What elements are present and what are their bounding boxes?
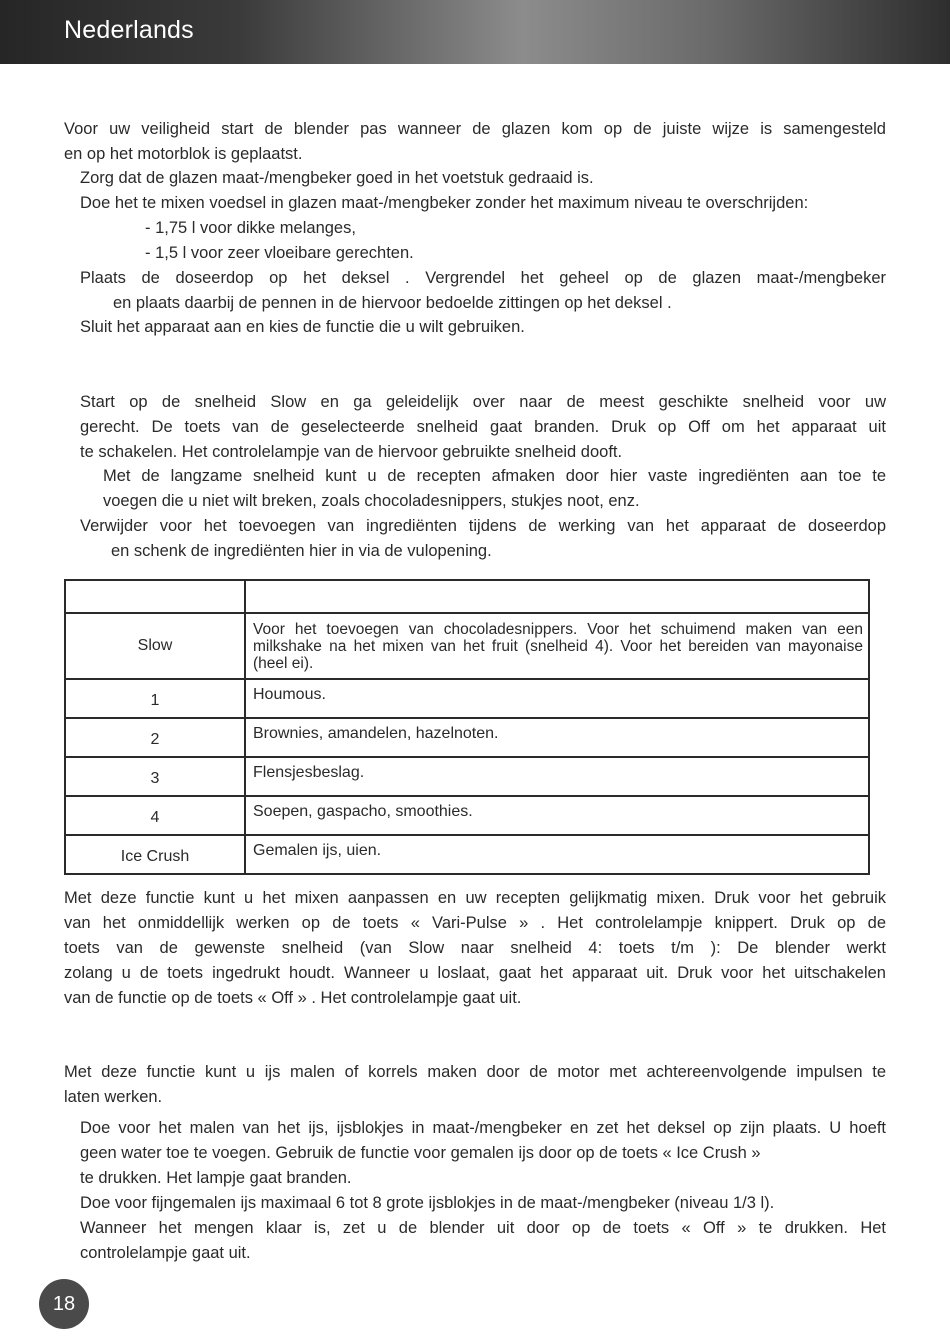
table-header-cell [245,580,869,613]
assembly-step-2-sub-2: - 1,5 l voor zeer vloeibare gerechten. [145,244,414,262]
speed-paragraph-line-1: Start op de snelheid Slow en ga geleidelijk over naar de meest geschikte snelheid voor uw [80,393,886,411]
page-language-title: Nederlands [64,16,194,44]
speed-cell: 4 [65,796,245,835]
speed-paragraph-line-2: gerecht. De toets van de geselecteerde snelheid gaat branden. Druk op Off om het apparaat uit [80,418,886,436]
pulse-paragraph-line-1: Met deze functie kunt u het mixen aanpassen en uw recepten gelijkmatig mixen. Druk voor het gebruik [64,889,886,907]
table-row [65,757,869,796]
usage-cell: Brownies, amandelen, hazelnoten. [245,718,869,757]
ice-crush-step-2: Doe voor fijngemalen ijs maximaal 6 tot 8 grote ijsblokjes in de maat-/mengbeker (niveau 1/3 l). [80,1194,775,1212]
assembly-step-3-line-1: Plaats de doseerdop op het deksel . Vergrendel het geheel op de glazen maat-/mengbeker [80,269,886,287]
table-header-row [65,580,869,613]
page-number-badge: 18 [39,1279,89,1329]
ice-crush-intro-line-1: Met deze functie kunt u ijs malen of korrels maken door de motor met achtereenvolgende impulsen te [64,1063,886,1081]
speed-cell: Ice Crush [65,835,245,874]
ice-crush-step-1-line-1: Doe voor het malen van het ijs, ijsblokjes in maat-/mengbeker en zet het deksel op zijn plaats. U hoeft [80,1119,886,1137]
page-header [0,0,950,64]
ice-crush-step-1-line-2: geen water toe te voegen. Gebruik de functie voor gemalen ijs door op de toets « Ice Crush » [80,1144,761,1162]
usage-cell: Flensjesbeslag. [245,757,869,796]
assembly-step-1: Zorg dat de glazen maat-/mengbeker goed in het voetstuk gedraaid is. [80,169,594,187]
speed-usage-table [64,579,870,875]
pulse-paragraph-line-2: van het onmiddellijk werken op de toets « Vari-Pulse » . Het controlelampje knippert. Druk op de [64,914,886,932]
assembly-step-2: Doe het te mixen voedsel in glazen maat-/mengbeker zonder het maximum niveau te overschrijden: [80,194,809,212]
table-row [65,835,869,874]
assembly-step-2-sub-1: - 1,75 l voor dikke melanges, [145,219,356,237]
assembly-step-3-line-2: en plaats daarbij de pennen in de hiervoor bedoelde zittingen op het deksel . [113,294,672,312]
ice-crush-intro-line-2: laten werken. [64,1088,163,1106]
table-row [65,796,869,835]
add-ingredients-line-1: Verwijder voor het toevoegen van ingrediënten tijdens de werking van het apparaat de doseerdop [80,517,886,535]
table-row [65,679,869,718]
table-row [65,613,869,679]
assembly-step-4: Sluit het apparaat aan en kies de functie die u wilt gebruiken. [80,318,525,336]
ice-crush-step-1-line-3: te drukken. Het lampje gaat branden. [80,1169,352,1187]
pulse-paragraph-line-5: van de functie op de toets « Off » . Het controlelampje gaat uit. [64,989,522,1007]
add-ingredients-line-2: en schenk de ingrediënten hier in via de vulopening. [111,542,492,560]
intro-line-2: en op het motorblok is geplaatst. [64,145,303,163]
pulse-paragraph-line-4: zolang u de toets ingedrukt houdt. Wanneer u loslaat, gaat het apparaat uit. Druk voor het uitschakelen [64,964,886,982]
ice-crush-step-3-line-2: controlelampje gaat uit. [80,1244,251,1262]
ice-crush-step-3-line-1: Wanneer het mengen klaar is, zet u de blender uit door op de toets « Off » te drukken. Het [80,1219,886,1237]
speed-cell: 1 [65,679,245,718]
pulse-paragraph-line-3: toets van de gewenste snelheid (van Slow naar snelheid 4: toets t/m ): De blender werkt [64,939,886,957]
speed-cell: 3 [65,757,245,796]
slow-speed-note-line-1: Met de langzame snelheid kunt u de recepten afmaken door hier vaste ingrediënten aan toe te [103,467,886,485]
usage-text: Voor het toevoegen van chocoladesnippers. Voor het schuimend maken van een milkshake na het mixen van het fruit (snelheid 4). Voor het bereiden van mayonaise (heel ei). [253,620,863,672]
slow-speed-note-line-2: voegen die u niet wilt breken, zoals chocoladesnippers, stukjes noot, enz. [103,492,640,510]
speed-cell: Slow [65,613,245,679]
table-header-cell [65,580,245,613]
speed-cell: 2 [65,718,245,757]
usage-cell: Houmous. [245,679,869,718]
usage-cell: Soepen, gaspacho, smoothies. [245,796,869,835]
usage-cell: Gemalen ijs, uien. [245,835,869,874]
intro-line-1: Voor uw veiligheid start de blender pas wanneer de glazen kom op de juiste wijze is samengesteld [64,120,886,138]
speed-paragraph-line-3: te schakelen. Het controlelampje van de hiervoor gebruikte snelheid dooft. [80,443,623,461]
usage-cell [245,613,869,679]
table-row [65,718,869,757]
